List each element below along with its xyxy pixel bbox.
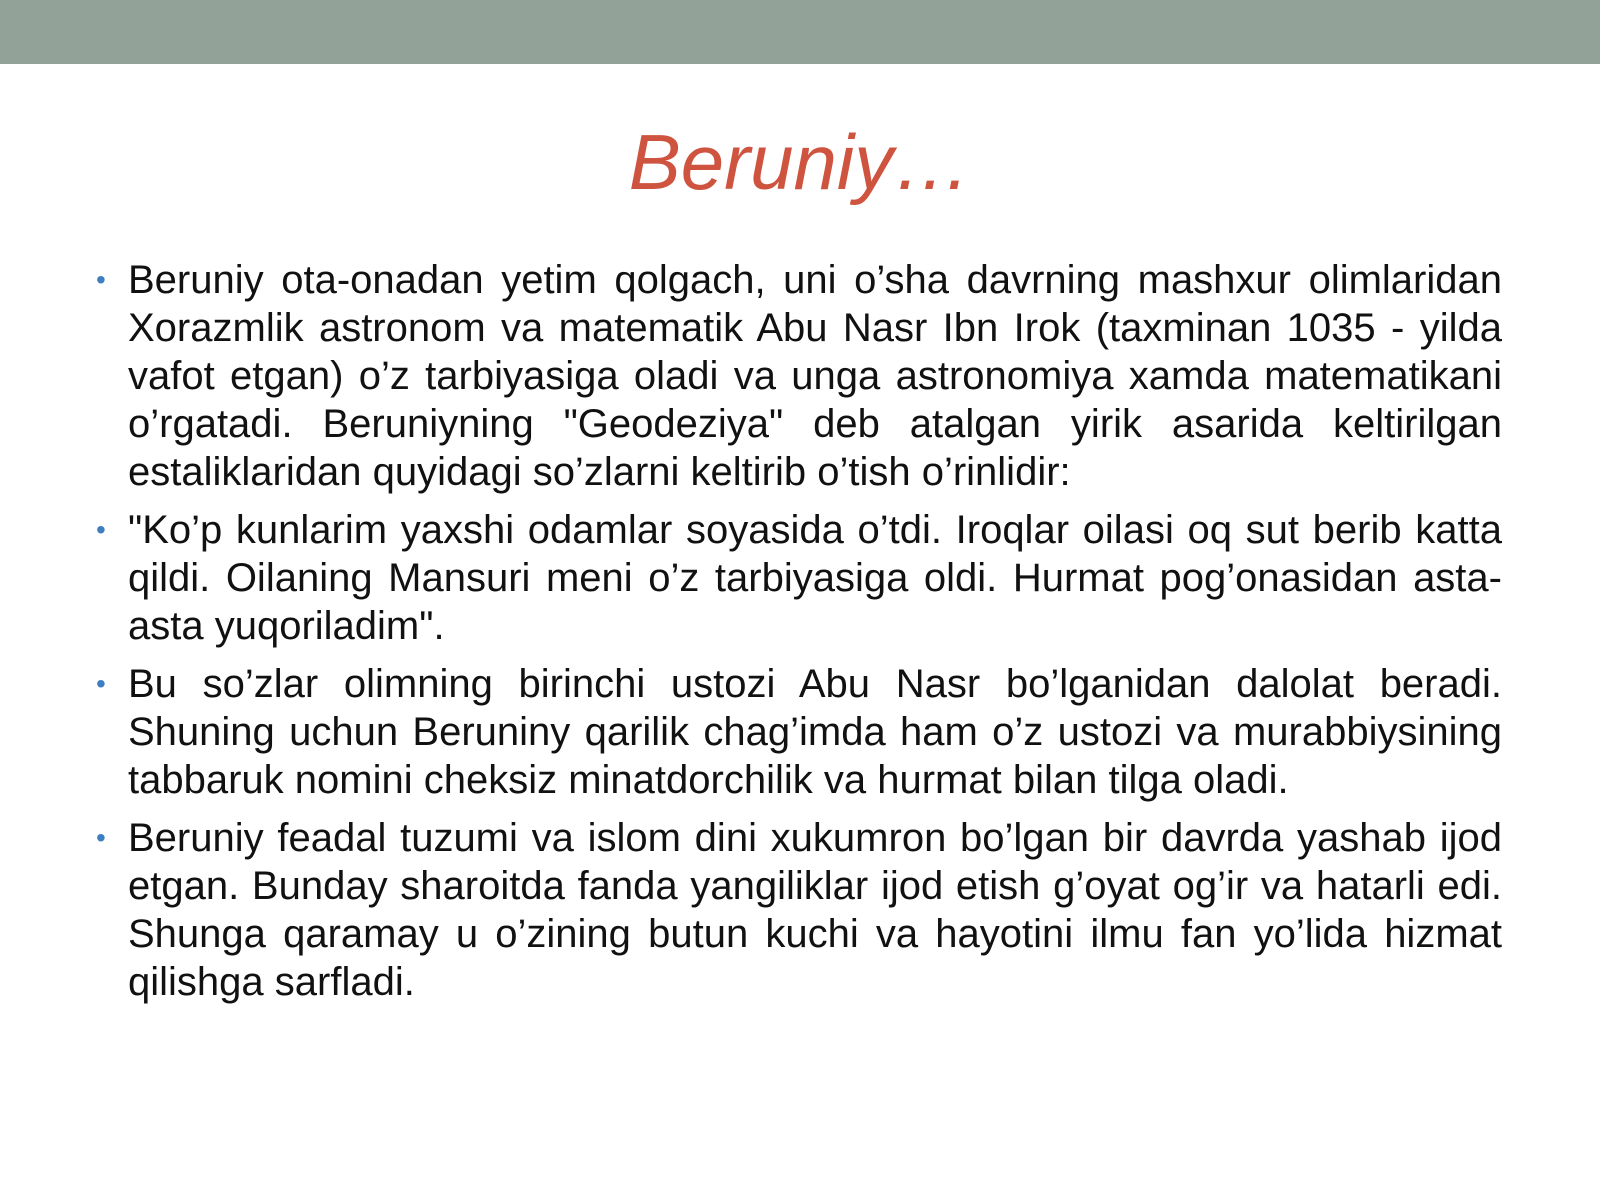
bullet-list [96, 256, 1502, 1016]
bullet-dot-icon: • [96, 514, 106, 545]
bullet-text: "Ko’p kunlarim yaxshi odamlar soyasida o’tdi. Iroqlar oilasi oq sut berib katta qildi. Oilaning Mansuri meni o’z tarbiyasiga oldi. Hurmat pog’onasidan asta- asta yuqoriladim". [128, 508, 1502, 648]
bullet-dot-icon: • [96, 668, 106, 699]
bullet-text: Beruniy ota-onadan yetim qolgach, uni o’sha davrning mashxur olimlaridan Xorazmlik astronom va matematik Abu Nasr Ibn Irok (taxminan 1035 - yilda vafot etgan) o’z tarbiyasiga oladi va unga astronomiya xamda matematikani o’rgatadi. Beruniyning "Geodeziya" deb atalgan yirik asarida keltirilgan estaliklaridan quyidagi so’zlarni keltirib o’tish o’rinlidir: [128, 258, 1502, 494]
top-accent-bar [0, 0, 1600, 64]
bullet-item [96, 814, 1502, 1006]
bullet-dot-icon: • [96, 264, 106, 295]
bullet-dot-icon: • [96, 822, 106, 853]
bullet-text: Beruniy feadal tuzumi va islom dini xukumron bo’lgan bir davrda yashab ijod etgan. Bunday sharoitda fanda yangiliklar ijod etish g’oyat og’ir va hatarli edi. Shunga qaramay u o’zining butun kuchi va hayotini ilmu fan yo’lida hizmat qilishga sarfladi. [128, 816, 1502, 1004]
bullet-text: Bu so’zlar olimning birinchi ustozi Abu Nasr bo’lganidan dalolat beradi. Shuning uchun Beruniny qarilik chag’imda ham o’z ustozi va murabbiysining tabbaruk nomini cheksiz minatdorchilik va hurmat bilan tilga oladi. [128, 662, 1502, 802]
slide-title: Beruniy… [628, 118, 972, 206]
bullet-item [96, 660, 1502, 804]
bullet-item [96, 506, 1502, 650]
bullet-item [96, 256, 1502, 496]
